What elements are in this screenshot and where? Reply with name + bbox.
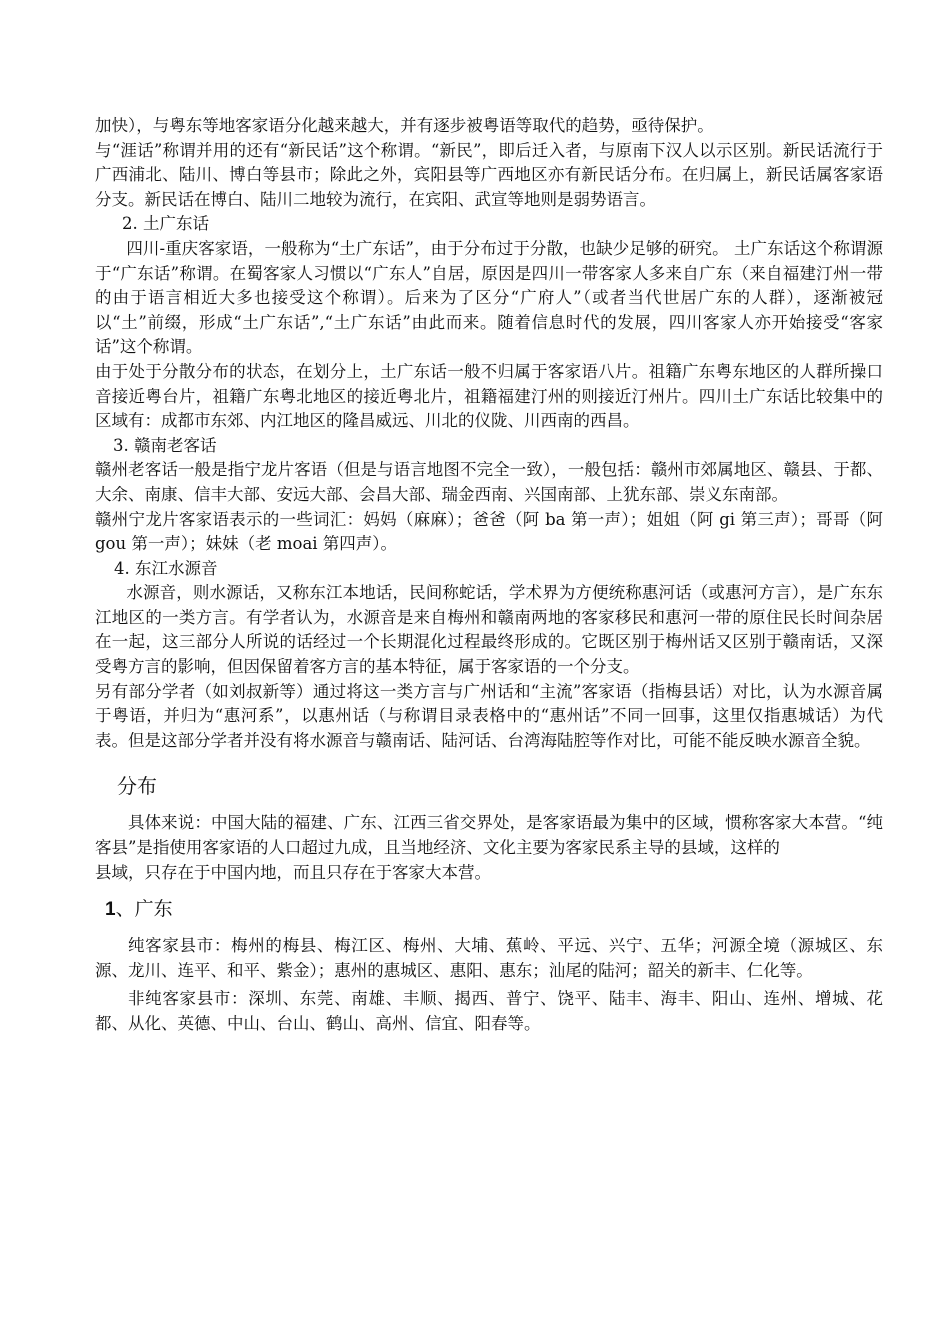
paragraph-intro-tail: 加快），与粤东等地客家语分化越来越大，并有逐步被粤语等取代的趋势，亟待保护。: [95, 116, 714, 135]
paragraph-xinmin: 与“涯话”称谓并用的还有“新民话”这个称谓。“新民”，即后迁入者，与原南下汉人以示区别。新民话流行于广西浦北、陆川、博白等县市；除此之外，宾阳县等广西地区亦有新民话分布。在归属上，新民话属客家语分支。新民话在博白、陆川二地较为流行，在宾阳、武宣等地则是弱势语言。: [95, 140, 883, 209]
paragraph-tuguangdong-1: 四川-重庆客家语，一般称为“土广东话”，由于分布过于分散，也缺少足够的研究。 土广东话这个称谓源于“广东话”称谓。在蜀客家人习惯以“广东人”自居，原因是四川一带客家人多来自广东（来自福建汀州一带的由于语言相近大多也接受这个称谓）。后来为了区分“广府人”（或者当代世居广东的人群），逐渐被冠以“土”前缀，形成“土广东话”,“土广东话”由此而来。随着信息时代的发展，四川客家人亦开始接受“客家话”这个称谓。: [95, 238, 883, 357]
paragraph-gannan-2: 赣州宁龙片客家语表示的一些词汇：妈妈（麻麻）；爸爸（阿 ba 第一声）；姐姐（阿 gi 第三声）；哥哥（阿 gou 第一声）；妹妹（老 moai 第四声）。: [95, 509, 883, 554]
subheading-tuguangdong: 2. 土广东话: [122, 214, 209, 234]
subheading-gannan: 3. 赣南老客话: [113, 435, 217, 455]
section-heading-guangdong: [95, 895, 883, 924]
paragraph-tuguangdong-2: 由于处于分散分布的状态，在划分上，土广东话一般不归属于客家语八片。祖籍广东粤东地区的人群所操口音接近粤台片，祖籍广东粤北地区的接近粤北片，祖籍福建汀州的则接近汀州片。四川土广东话比较集中的区域有：成都市东郊、内江地区的隆昌威远、川北的仪陇、川西南的西昌。: [95, 361, 883, 431]
paragraph-gannan-1: 赣州老客话一般是指宁龙片客语（但是与语言地图不完全一致），一般包括：赣州市郊属地区、赣县、于都、大余、南康、信丰大部、安远大部、会昌大部、瑞金西南、兴国南部、上犹东部、崇义东南部。: [95, 460, 883, 504]
heading-text: 、广东: [115, 898, 173, 921]
section-heading-distribution: 分布: [117, 774, 157, 799]
paragraph-distribution-2: 县域，只存在于中国内地，而且只存在于客家大本营。: [95, 862, 491, 882]
heading-number: 1: [105, 899, 116, 921]
document-page: [95, 114, 883, 1037]
subheading-shuiyuan: 4. 东江水源音: [114, 558, 218, 578]
paragraph-shuiyuan-1: 水源音，则水源话，又称东江本地话，民间称蛇话，学术界为方便统称惠河话（或惠河方言），是广东东江地区的一类方言。有学者认为，水源音是来自梅州和赣南两地的客家移民和惠河一带的原住民长时间杂居在一起，这三部分人所说的话经过一个长期混化过程最终形成的。它既区别于梅州话又区别于赣南话，又深受粤方言的影响，但因保留着客方言的基本特征，属于客家语的一个分支。: [95, 583, 883, 677]
paragraph-distribution-1: 具体来说：中国大陆的福建、广东、江西三省交界处，是客家语最为集中的区域，惯称客家大本营。“纯客县”是指使用客家语的人口超过九成，且当地经济、文化主要为客家民系主导的县域，这样的: [95, 813, 883, 858]
paragraph-guangdong-mixed: 非纯客家县市：深圳、东莞、南雄、丰顺、揭西、普宁、饶平、陆丰、海丰、阳山、连州、增城、花都、从化、英德、中山、台山、鹤山、高州、信宜、阳春等。: [95, 989, 883, 1033]
paragraph-guangdong-pure: 纯客家县市：梅州的梅县、梅江区、梅州、大埔、蕉岭、平远、兴宁、五华；河源全境（源城区、东源、龙川、连平、和平、紫金）；惠州的惠城区、惠阳、惠东；汕尾的陆河；韶关的新丰、仁化等。: [95, 936, 883, 980]
paragraph-shuiyuan-2: 另有部分学者（如刘叔新等）通过将这一类方言与广州话和“主流”客家语（指梅县话）对比，认为水源音属于粤语，并归为“惠河系”，以惠州话（与称谓目录表格中的“惠州话”不同一回事，这里仅指惠城话）为代表。但是这部分学者并没有将水源音与赣南话、陆河话、台湾海陆腔等作对比，可能不能反映水源音全貌。: [95, 681, 883, 750]
